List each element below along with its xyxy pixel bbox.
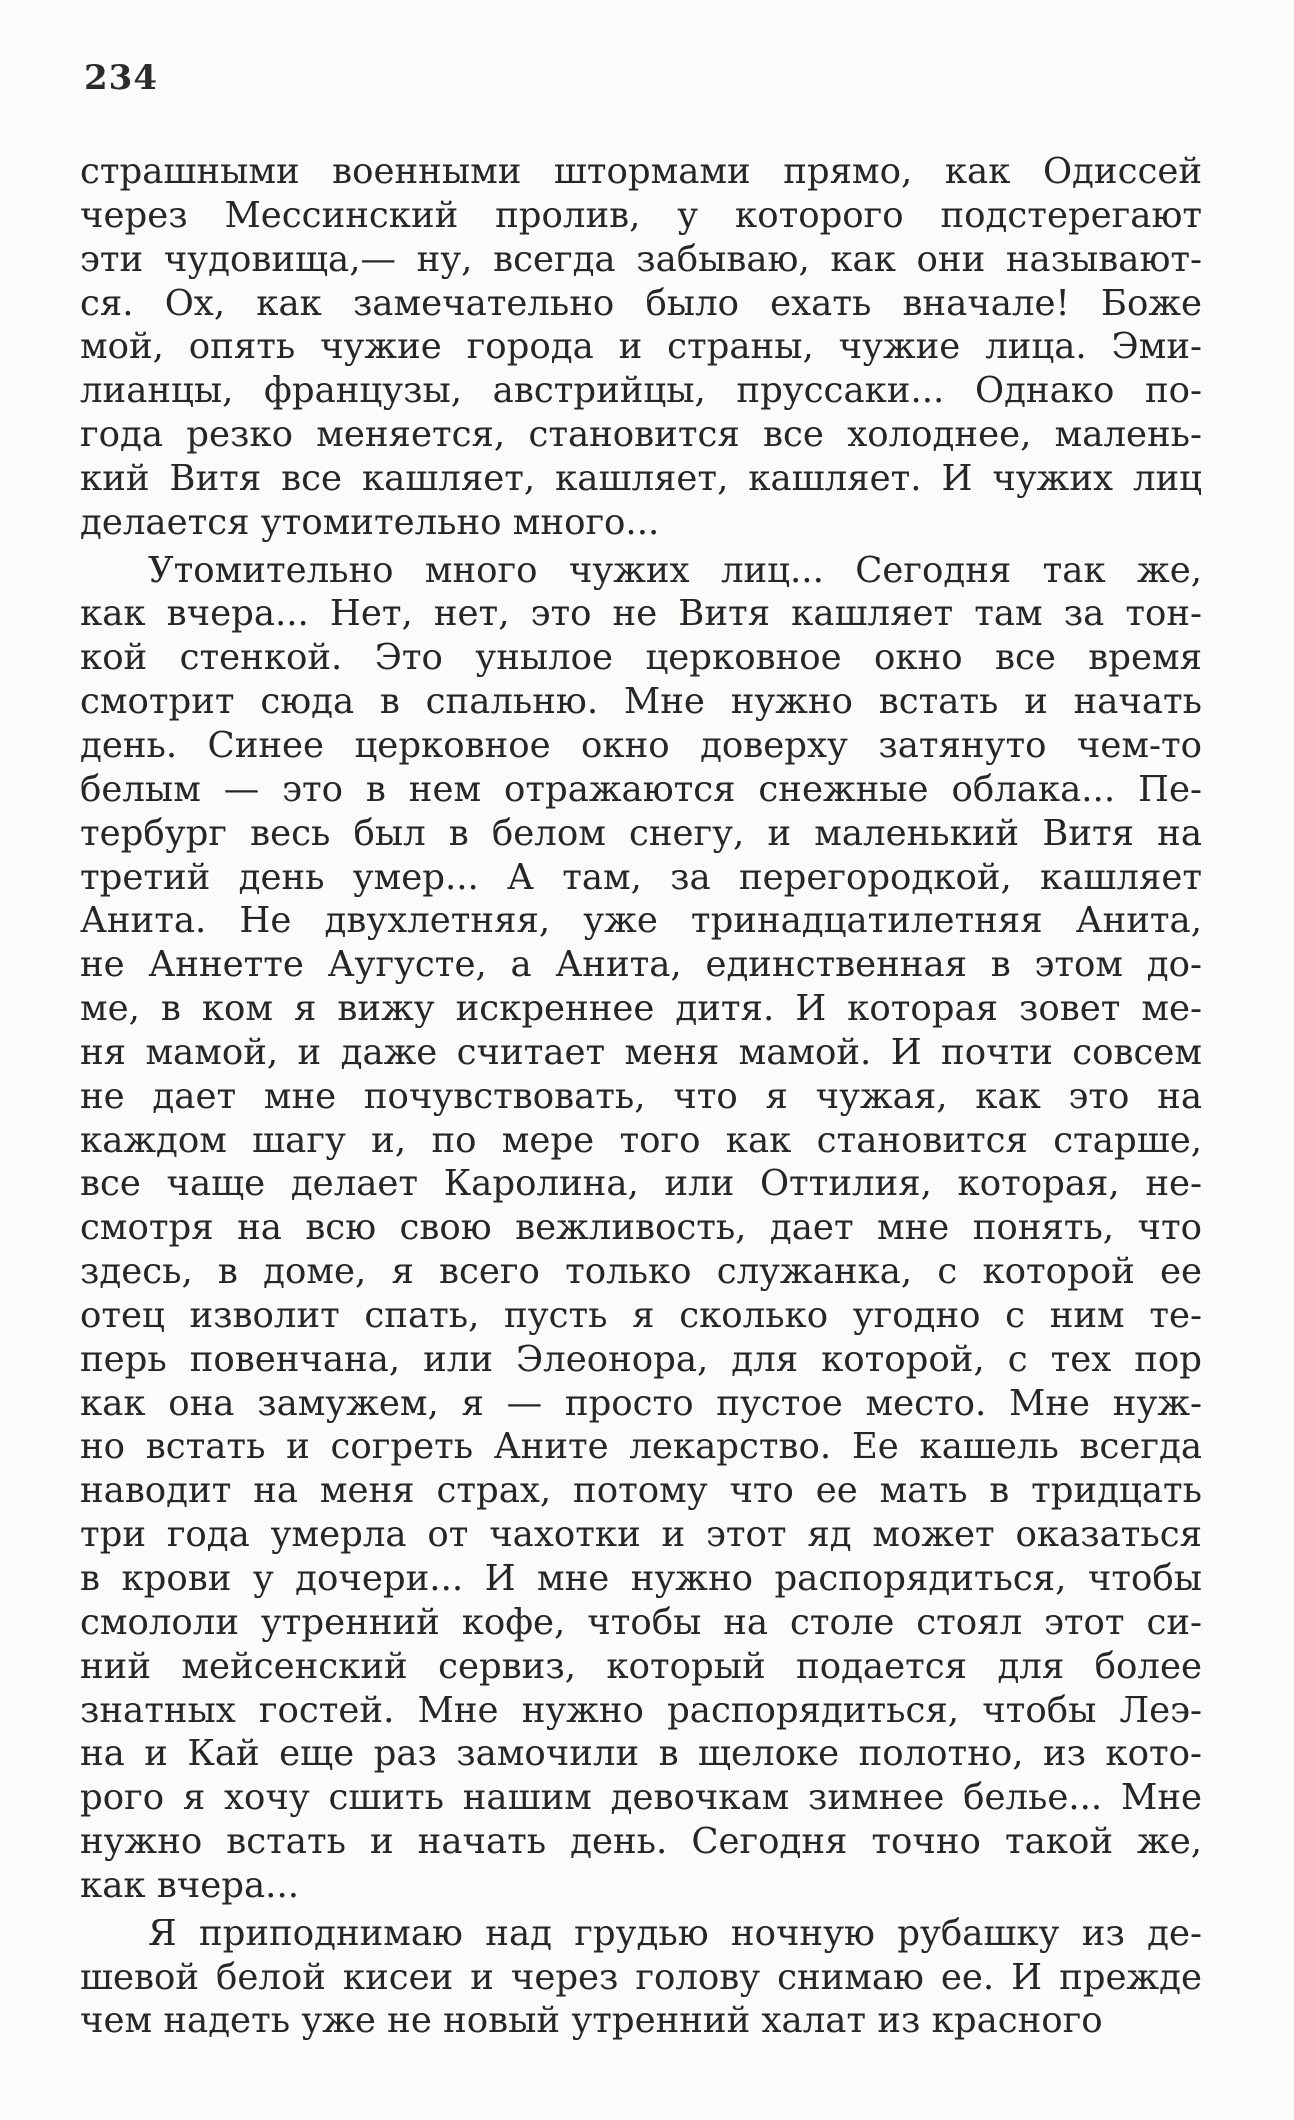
text-line: каждом шагу и, по мере того как становится старше, bbox=[80, 1119, 1202, 1161]
text-line: делается утомительно много... bbox=[80, 501, 660, 543]
body-text bbox=[80, 150, 1202, 2043]
text-line: ме, в ком я вижу искреннее дитя. И которая зовет ме- bbox=[80, 988, 1202, 1030]
text-line: как вчера... Нет, нет, это не Витя кашляет там за тон- bbox=[80, 593, 1202, 635]
text-line: тербург весь был в белом снегу, и маленький Витя на bbox=[80, 812, 1202, 854]
text-line: шевой белой кисеи и через голову снимаю ее. И прежде bbox=[80, 1956, 1202, 1998]
text-line: смололи утренний кофе, чтобы на столе стоял этот си- bbox=[80, 1601, 1202, 1643]
text-line: белым — это в нем отражаются снежные облака... Пе- bbox=[80, 768, 1202, 810]
text-line: страшными военными штормами прямо, как Одиссей bbox=[80, 151, 1202, 192]
page-number: 234 bbox=[84, 58, 158, 98]
text-line: не Аннетте Аугусте, а Анита, единственная в этом до- bbox=[80, 944, 1202, 986]
text-line: мой, опять чужие города и страны, чужие лица. Эми- bbox=[80, 326, 1202, 368]
text-line: ня мамой, и даже считает меня мамой. И почти совсем bbox=[80, 1031, 1202, 1073]
text-line: в крови у дочери... И мне нужно распорядиться, чтобы bbox=[80, 1558, 1202, 1599]
text-line: Утомительно много чужих лиц... Сегодня так же, bbox=[148, 549, 1202, 591]
text-line: через Мессинский пролив, у которого подстерегают bbox=[80, 194, 1202, 236]
text-line: кой стенкой. Это унылое церковное окно все время bbox=[80, 637, 1202, 679]
text-line: лианцы, французы, австрийцы, пруссаки... Однако по- bbox=[80, 370, 1202, 412]
paragraph bbox=[80, 549, 1202, 1908]
text-line: не дает мне почувствовать, что я чужая, как это на bbox=[80, 1075, 1202, 1117]
text-line: но встать и согреть Аните лекарство. Ее кашель всегда bbox=[80, 1426, 1202, 1468]
text-line: ний мейсенский сервиз, который подается для более bbox=[80, 1645, 1202, 1687]
paragraph bbox=[80, 150, 1202, 545]
text-line: на и Кай еще раз замочили в щелоке полотно, из кото- bbox=[80, 1733, 1202, 1775]
text-line: чем надеть уже не новый утренний халат из красного bbox=[80, 2000, 1103, 2042]
text-line: все чаще делает Каролина, или Оттилия, которая, не- bbox=[80, 1163, 1202, 1205]
text-line: день. Синее церковное окно доверху затянуто чем-то bbox=[80, 724, 1202, 766]
text-line: Анита. Не двухлетняя, уже тринадцатилетняя Анита, bbox=[80, 900, 1202, 942]
text-line: года резко меняется, становится все холоднее, малень- bbox=[80, 414, 1202, 456]
text-line: как вчера... bbox=[80, 1864, 300, 1906]
text-line: эти чудовища,— ну, всегда забываю, как они называют- bbox=[80, 238, 1202, 280]
text-line: третий день умер... А там, за перегородкой, кашляет bbox=[80, 856, 1202, 898]
text-line: отец изволит спать, пусть я сколько угодно с ним те- bbox=[80, 1294, 1202, 1336]
text-line: ся. Ох, как замечательно было ехать вначале! Боже bbox=[80, 282, 1202, 324]
text-line: рого я хочу сшить нашим девочкам зимнее белье... Мне bbox=[80, 1777, 1202, 1819]
text-line: нужно встать и начать день. Сегодня точно такой же, bbox=[80, 1821, 1202, 1863]
text-line: наводит на меня страх, потому что ее мать в тридцать bbox=[80, 1470, 1202, 1512]
paragraph bbox=[80, 1912, 1202, 2044]
text-line: три года умерла от чахотки и этот яд может оказаться bbox=[80, 1514, 1202, 1556]
text-line: Я приподнимаю над грудью ночную рубашку из де- bbox=[148, 1912, 1202, 1954]
text-line: кий Витя все кашляет, кашляет, кашляет. И чужих лиц bbox=[80, 457, 1202, 499]
text-line: как она замужем, я — просто пустое место. Мне нуж- bbox=[80, 1382, 1202, 1424]
text-line: знатных гостей. Мне нужно распорядиться, чтобы Леэ- bbox=[80, 1689, 1202, 1731]
text-line: перь повенчана, или Элеонора, для которой, с тех пор bbox=[80, 1338, 1202, 1380]
text-line: смотрит сюда в спальню. Мне нужно встать и начать bbox=[80, 681, 1202, 723]
text-line: здесь, в доме, я всего только служанка, с которой ее bbox=[80, 1251, 1202, 1293]
text-line: смотря на всю свою вежливость, дает мне понять, что bbox=[80, 1207, 1202, 1249]
